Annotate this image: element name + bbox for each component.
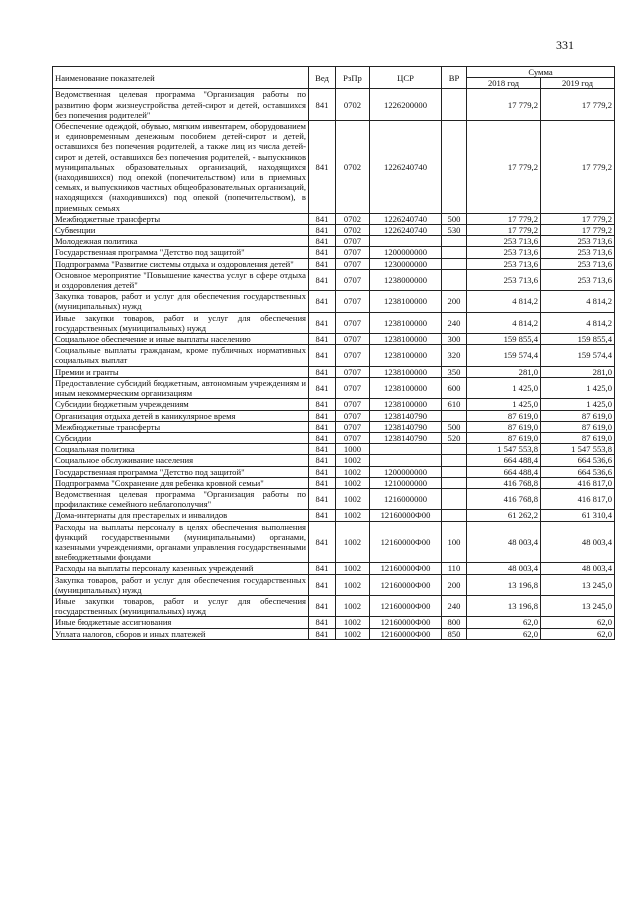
row-vr-cell: 110 (442, 563, 467, 574)
header-year-2018: 2018 год (467, 78, 541, 89)
row-rzpr-cell: 0707 (336, 291, 370, 312)
row-name-cell: Межбюджетные трансферты (53, 421, 309, 432)
row-name-cell: Иные закупки товаров, работ и услуг для обеспечения государственных (муниципальных) нужд (53, 312, 309, 333)
row-2018-cell: 1 547 553,8 (467, 444, 541, 455)
row-csr-cell: 1238140790 (370, 432, 442, 443)
row-vr-cell: 200 (442, 574, 467, 595)
row-csr-cell: 1238100000 (370, 312, 442, 333)
page-number: 331 (556, 38, 574, 52)
row-vr-cell: 520 (442, 432, 467, 443)
row-ved-cell: 841 (309, 377, 336, 398)
row-csr-cell: 1238000000 (370, 269, 442, 290)
row-ved-cell: 841 (309, 312, 336, 333)
row-2019-cell: 87 619,0 (541, 410, 615, 421)
row-2019-cell: 48 003,4 (541, 521, 615, 563)
table-row (53, 488, 615, 509)
row-name-cell: Субсидии бюджетным учреждениям (53, 399, 309, 410)
row-ved-cell: 841 (309, 258, 336, 269)
table-row (53, 312, 615, 333)
row-vr-cell: 500 (442, 213, 467, 224)
row-2019-cell: 62,0 (541, 617, 615, 628)
row-2018-cell: 62,0 (467, 628, 541, 639)
table-row (53, 466, 615, 477)
table-row (53, 432, 615, 443)
row-ved-cell: 841 (309, 247, 336, 258)
row-2019-cell: 17 779,2 (541, 225, 615, 236)
table-row (53, 269, 615, 290)
row-csr-cell: 1238140790 (370, 421, 442, 432)
row-name-cell: Социальное обслуживание населения (53, 455, 309, 466)
row-2019-cell: 13 245,0 (541, 574, 615, 595)
row-2018-cell: 253 713,6 (467, 258, 541, 269)
row-2018-cell: 664 488,4 (467, 455, 541, 466)
row-name-cell: Межбюджетные трансферты (53, 213, 309, 224)
row-csr-cell: 1226240740 (370, 121, 442, 214)
row-csr-cell: 12160000Ф00 (370, 595, 442, 616)
row-name-cell: Дома-интернаты для престарелых и инвалидов (53, 510, 309, 521)
row-2018-cell: 281,0 (467, 366, 541, 377)
row-name-cell: Обеспечение одеждой, обувью, мягким инвентарем, оборудованием и единовременным денежным пособием детей-сирот и детей, оставшихся без попечения родителей, а также лиц из числа детей-сирот и детей, оставшихся без попечения родителей, - выпускников муниципальных образовательных организаций, находящихся (находившихся) под опекой (попечительством) или в приемных семьях, и выпускников частных общеобразовательных организаций, находящихся (находившихся) под опекой (попечительством), в приемных семьях (53, 121, 309, 214)
row-rzpr-cell: 1002 (336, 510, 370, 521)
row-name-cell: Предоставление субсидий бюджетным, автономным учреждениям и иным некоммерческим организациям (53, 377, 309, 398)
row-rzpr-cell: 1002 (336, 628, 370, 639)
row-2018-cell: 61 262,2 (467, 510, 541, 521)
table-row (53, 595, 615, 616)
row-ved-cell: 841 (309, 334, 336, 345)
row-csr-cell: 1216000000 (370, 488, 442, 509)
row-csr-cell: 1226240740 (370, 213, 442, 224)
row-csr-cell: 1238100000 (370, 366, 442, 377)
row-vr-cell: 320 (442, 345, 467, 366)
table-row (53, 455, 615, 466)
budget-table (52, 66, 615, 640)
row-rzpr-cell: 0707 (336, 247, 370, 258)
row-2019-cell: 13 245,0 (541, 595, 615, 616)
row-2019-cell: 17 779,2 (541, 121, 615, 214)
row-2018-cell: 4 814,2 (467, 291, 541, 312)
row-csr-cell: 1230000000 (370, 258, 442, 269)
row-ved-cell: 841 (309, 455, 336, 466)
table-row (53, 236, 615, 247)
header-sum: Сумма (467, 67, 615, 78)
row-ved-cell: 841 (309, 345, 336, 366)
row-2018-cell: 62,0 (467, 617, 541, 628)
table-row (53, 247, 615, 258)
row-rzpr-cell: 0707 (336, 432, 370, 443)
row-name-cell: Государственная программа "Детство под защитой" (53, 247, 309, 258)
row-vr-cell: 610 (442, 399, 467, 410)
row-vr-cell: 300 (442, 334, 467, 345)
table-row (53, 258, 615, 269)
table-row (53, 345, 615, 366)
row-2019-cell: 48 003,4 (541, 563, 615, 574)
row-2018-cell: 664 488,4 (467, 466, 541, 477)
row-ved-cell: 841 (309, 366, 336, 377)
row-name-cell: Ведомственная целевая программа "Организация работы по профилактике семейного неблагополучия" (53, 488, 309, 509)
row-2019-cell: 1 547 553,8 (541, 444, 615, 455)
row-csr-cell: 12160000Ф00 (370, 510, 442, 521)
row-rzpr-cell: 0707 (336, 312, 370, 333)
row-2019-cell: 253 713,6 (541, 236, 615, 247)
row-vr-cell: 350 (442, 366, 467, 377)
table-row (53, 334, 615, 345)
row-ved-cell: 841 (309, 89, 336, 121)
row-rzpr-cell: 0707 (336, 377, 370, 398)
row-vr-cell: 200 (442, 291, 467, 312)
row-ved-cell: 841 (309, 521, 336, 563)
row-2018-cell: 1 425,0 (467, 399, 541, 410)
row-ved-cell: 841 (309, 291, 336, 312)
row-rzpr-cell: 0702 (336, 89, 370, 121)
row-2019-cell: 253 713,6 (541, 269, 615, 290)
row-2018-cell: 13 196,8 (467, 595, 541, 616)
row-2019-cell: 1 425,0 (541, 377, 615, 398)
table-row (53, 628, 615, 639)
row-2019-cell: 159 855,4 (541, 334, 615, 345)
row-csr-cell: 1238100000 (370, 334, 442, 345)
table-row (53, 444, 615, 455)
row-2019-cell: 1 425,0 (541, 399, 615, 410)
row-vr-cell: 800 (442, 617, 467, 628)
header-vr: ВР (442, 67, 467, 89)
table-row (53, 521, 615, 563)
row-name-cell: Иные закупки товаров, работ и услуг для обеспечения государственных (муниципальных) нужд (53, 595, 309, 616)
row-name-cell: Социальные выплаты гражданам, кроме публичных нормативных социальных выплат (53, 345, 309, 366)
row-ved-cell: 841 (309, 563, 336, 574)
row-name-cell: Социальная политика (53, 444, 309, 455)
row-csr-cell: 12160000Ф00 (370, 628, 442, 639)
row-ved-cell: 841 (309, 466, 336, 477)
row-2018-cell: 17 779,2 (467, 121, 541, 214)
table-row (53, 399, 615, 410)
row-ved-cell: 841 (309, 399, 336, 410)
row-csr-cell: 1210000000 (370, 477, 442, 488)
row-2018-cell: 416 768,8 (467, 488, 541, 509)
row-rzpr-cell: 0707 (336, 269, 370, 290)
row-ved-cell: 841 (309, 269, 336, 290)
row-vr-cell (442, 444, 467, 455)
row-name-cell: Расходы на выплаты персоналу казенных учреждений (53, 563, 309, 574)
header-csr: ЦСР (370, 67, 442, 89)
row-vr-cell: 850 (442, 628, 467, 639)
row-2019-cell: 416 817,0 (541, 488, 615, 509)
row-rzpr-cell: 0707 (336, 334, 370, 345)
row-csr-cell (370, 444, 442, 455)
row-vr-cell: 240 (442, 312, 467, 333)
table-body (53, 89, 615, 639)
row-rzpr-cell: 0707 (336, 410, 370, 421)
row-rzpr-cell: 1000 (336, 444, 370, 455)
row-rzpr-cell: 0707 (336, 421, 370, 432)
row-rzpr-cell: 1002 (336, 574, 370, 595)
row-2018-cell: 1 425,0 (467, 377, 541, 398)
row-name-cell: Государственная программа "Детство под защитой" (53, 466, 309, 477)
row-ved-cell: 841 (309, 617, 336, 628)
header-rzpr: РзПр (336, 67, 370, 89)
row-2019-cell: 159 574,4 (541, 345, 615, 366)
row-rzpr-cell: 1002 (336, 477, 370, 488)
row-2018-cell: 4 814,2 (467, 312, 541, 333)
row-csr-cell: 12160000Ф00 (370, 617, 442, 628)
row-vr-cell (442, 466, 467, 477)
row-ved-cell: 841 (309, 213, 336, 224)
row-ved-cell: 841 (309, 488, 336, 509)
table-row (53, 121, 615, 214)
row-ved-cell: 841 (309, 595, 336, 616)
row-ved-cell: 841 (309, 421, 336, 432)
row-2018-cell: 416 768,8 (467, 477, 541, 488)
table-row (53, 377, 615, 398)
row-2019-cell: 4 814,2 (541, 312, 615, 333)
row-csr-cell: 1238100000 (370, 377, 442, 398)
row-2018-cell: 13 196,8 (467, 574, 541, 595)
row-csr-cell: 1226240740 (370, 225, 442, 236)
row-2019-cell: 17 779,2 (541, 213, 615, 224)
row-vr-cell (442, 247, 467, 258)
row-rzpr-cell: 0707 (336, 399, 370, 410)
table-row (53, 291, 615, 312)
row-csr-cell: 1226200000 (370, 89, 442, 121)
row-csr-cell: 12160000Ф00 (370, 521, 442, 563)
row-vr-cell: 530 (442, 225, 467, 236)
row-ved-cell: 841 (309, 510, 336, 521)
row-rzpr-cell: 1002 (336, 617, 370, 628)
row-csr-cell: 1238140790 (370, 410, 442, 421)
row-csr-cell: 12160000Ф00 (370, 574, 442, 595)
row-2018-cell: 17 779,2 (467, 213, 541, 224)
row-2019-cell: 253 713,6 (541, 247, 615, 258)
row-rzpr-cell: 1002 (336, 488, 370, 509)
row-2018-cell: 253 713,6 (467, 236, 541, 247)
row-name-cell: Ведомственная целевая программа "Организация работы по развитию форм жизнеустройства детей-сирот и детей, оставшихся без попечения родителей" (53, 89, 309, 121)
table-row (53, 225, 615, 236)
row-name-cell: Молодежная политика (53, 236, 309, 247)
row-vr-cell: 240 (442, 595, 467, 616)
row-vr-cell (442, 269, 467, 290)
row-vr-cell: 600 (442, 377, 467, 398)
row-2018-cell: 253 713,6 (467, 269, 541, 290)
row-rzpr-cell: 1002 (336, 521, 370, 563)
table-row (53, 410, 615, 421)
row-ved-cell: 841 (309, 225, 336, 236)
row-ved-cell: 841 (309, 574, 336, 595)
row-vr-cell (442, 455, 467, 466)
header-name: Наименование показателей (53, 67, 309, 89)
header-row (53, 67, 615, 78)
table-row (53, 213, 615, 224)
row-name-cell: Основное мероприятие "Повышение качества услуг в сфере отдыха и оздоровления детей" (53, 269, 309, 290)
table-row (53, 477, 615, 488)
header-ved: Вед (309, 67, 336, 89)
row-rzpr-cell: 0707 (336, 236, 370, 247)
row-csr-cell (370, 455, 442, 466)
row-2019-cell: 61 310,4 (541, 510, 615, 521)
table-row (53, 366, 615, 377)
row-rzpr-cell: 1002 (336, 466, 370, 477)
row-rzpr-cell: 1002 (336, 563, 370, 574)
row-2019-cell: 664 536,6 (541, 455, 615, 466)
table-row (53, 563, 615, 574)
row-rzpr-cell: 0707 (336, 258, 370, 269)
row-rzpr-cell: 0702 (336, 213, 370, 224)
row-2018-cell: 17 779,2 (467, 89, 541, 121)
row-csr-cell: 1200000000 (370, 247, 442, 258)
row-rzpr-cell: 0707 (336, 366, 370, 377)
row-ved-cell: 841 (309, 432, 336, 443)
row-ved-cell: 841 (309, 477, 336, 488)
table-row (53, 89, 615, 121)
row-2019-cell: 87 619,0 (541, 432, 615, 443)
row-name-cell: Иные бюджетные ассигнования (53, 617, 309, 628)
row-2019-cell: 17 779,2 (541, 89, 615, 121)
row-2018-cell: 17 779,2 (467, 225, 541, 236)
table-row (53, 574, 615, 595)
row-rzpr-cell: 0707 (336, 345, 370, 366)
table-row (53, 510, 615, 521)
row-vr-cell (442, 236, 467, 247)
row-vr-cell (442, 89, 467, 121)
row-2018-cell: 48 003,4 (467, 521, 541, 563)
row-2019-cell: 253 713,6 (541, 258, 615, 269)
row-2018-cell: 87 619,0 (467, 410, 541, 421)
row-vr-cell (442, 410, 467, 421)
row-ved-cell: 841 (309, 628, 336, 639)
row-vr-cell (442, 121, 467, 214)
row-name-cell: Организация отдыха детей в каникулярное время (53, 410, 309, 421)
row-csr-cell (370, 236, 442, 247)
row-rzpr-cell: 0702 (336, 121, 370, 214)
row-2018-cell: 253 713,6 (467, 247, 541, 258)
row-csr-cell: 1238100000 (370, 345, 442, 366)
row-ved-cell: 841 (309, 410, 336, 421)
table-row (53, 421, 615, 432)
row-rzpr-cell: 1002 (336, 455, 370, 466)
row-name-cell: Уплата налогов, сборов и иных платежей (53, 628, 309, 639)
row-ved-cell: 841 (309, 121, 336, 214)
row-2018-cell: 87 619,0 (467, 421, 541, 432)
row-2018-cell: 87 619,0 (467, 432, 541, 443)
row-name-cell: Субсидии (53, 432, 309, 443)
row-vr-cell: 100 (442, 521, 467, 563)
row-name-cell: Закупка товаров, работ и услуг для обеспечения государственных (муниципальных) нужд (53, 291, 309, 312)
row-name-cell: Закупка товаров, работ и услуг для обеспечения государственных (муниципальных) нужд (53, 574, 309, 595)
row-name-cell: Подпрограмма "Развитие системы отдыха и оздоровления детей" (53, 258, 309, 269)
row-2019-cell: 4 814,2 (541, 291, 615, 312)
row-vr-cell (442, 510, 467, 521)
row-csr-cell: 1238100000 (370, 399, 442, 410)
row-name-cell: Премии и гранты (53, 366, 309, 377)
row-name-cell: Социальное обеспечение и иные выплаты населению (53, 334, 309, 345)
row-name-cell: Расходы на выплаты персоналу в целях обеспечения выполнения функций государственными (муниципальными) органами, казенными учреждениями, органами управления государственными внебюджетными фондами (53, 521, 309, 563)
row-2018-cell: 159 574,4 (467, 345, 541, 366)
row-rzpr-cell: 1002 (336, 595, 370, 616)
row-vr-cell (442, 258, 467, 269)
row-2019-cell: 87 619,0 (541, 421, 615, 432)
row-2019-cell: 281,0 (541, 366, 615, 377)
row-ved-cell: 841 (309, 236, 336, 247)
row-csr-cell: 1238100000 (370, 291, 442, 312)
header-year-2019: 2019 год (541, 78, 615, 89)
row-name-cell: Подпрограмма "Сохранение для ребенка кровной семьи" (53, 477, 309, 488)
row-name-cell: Субвенции (53, 225, 309, 236)
row-vr-cell (442, 488, 467, 509)
row-vr-cell (442, 477, 467, 488)
row-csr-cell: 12160000Ф00 (370, 563, 442, 574)
table-row (53, 617, 615, 628)
row-2018-cell: 48 003,4 (467, 563, 541, 574)
row-2019-cell: 664 536,6 (541, 466, 615, 477)
row-2018-cell: 159 855,4 (467, 334, 541, 345)
row-vr-cell: 500 (442, 421, 467, 432)
row-ved-cell: 841 (309, 444, 336, 455)
row-2019-cell: 416 817,0 (541, 477, 615, 488)
row-2019-cell: 62,0 (541, 628, 615, 639)
row-rzpr-cell: 0702 (336, 225, 370, 236)
row-csr-cell: 1200000000 (370, 466, 442, 477)
